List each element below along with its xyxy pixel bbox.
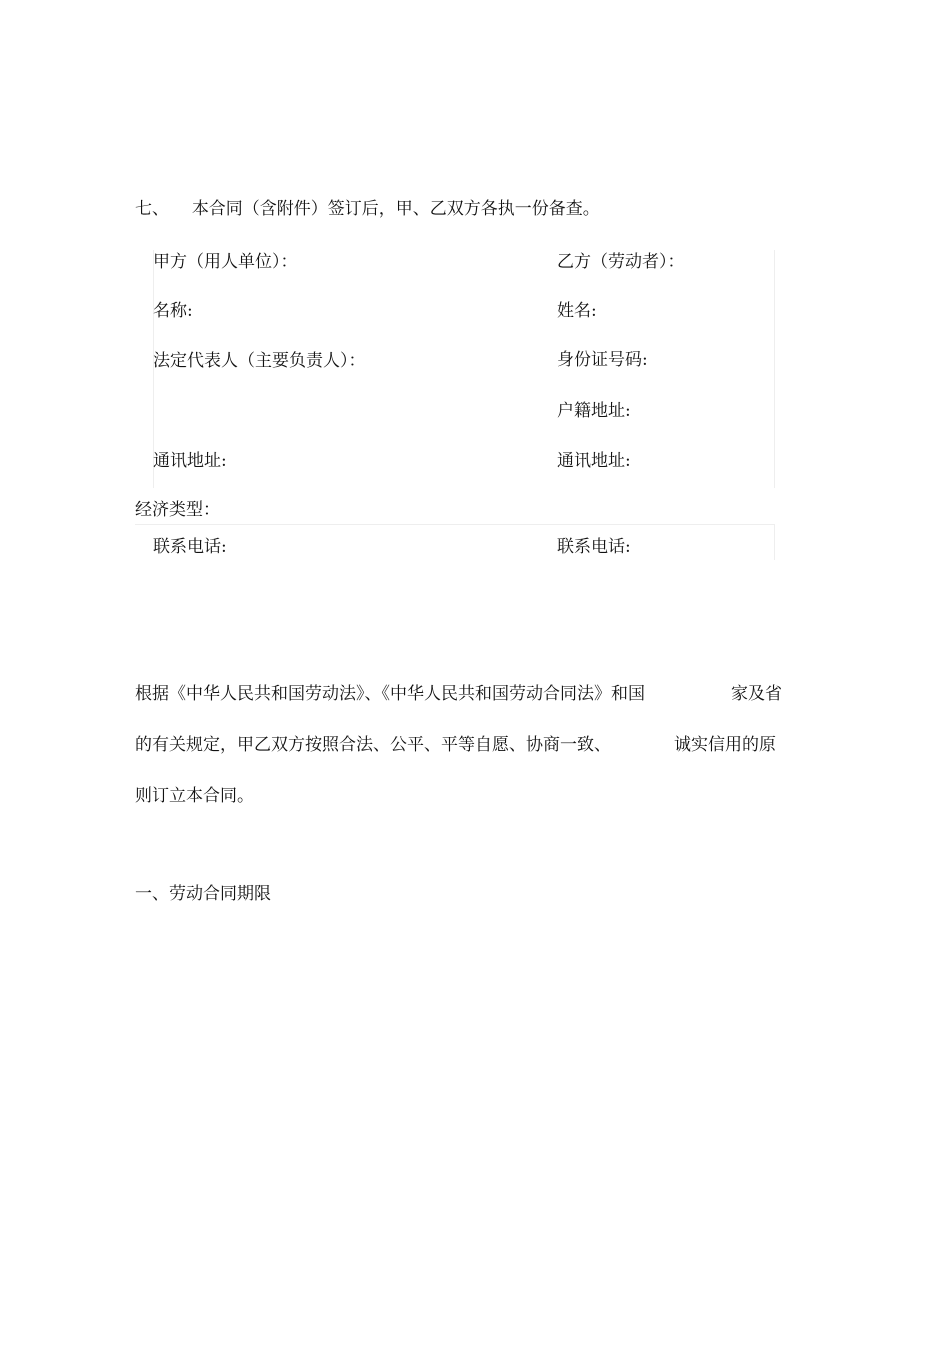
table-border-right <box>774 250 775 488</box>
clause-text: 本合同（含附件）签订后，甲、乙双方各执一份备查。 <box>191 199 600 219</box>
party-b-heading: 乙方（劳动者）： <box>557 252 685 272</box>
party-a-name-label: 名称: <box>153 301 193 321</box>
party-b-address-label: 通讯地址: <box>557 451 631 471</box>
party-b-phone-label: 联系电话: <box>557 537 631 557</box>
party-a-phone-label: 联系电话: <box>153 537 227 557</box>
economic-type-label: 经济类型： <box>135 500 220 520</box>
party-b-name-label: 姓名: <box>557 301 597 321</box>
section-one-heading: 一、劳动合同期限 <box>135 884 271 904</box>
party-b-id-label: 身份证号码: <box>557 350 648 370</box>
preamble-line-1-left: 根据《中华人民共和国劳动法》、《中华人民共和国劳动合同法》和国 <box>135 684 645 704</box>
clause-seven <box>135 198 600 220</box>
party-a-legal-rep-label: 法定代表人（主要负责人）： <box>153 351 366 371</box>
clause-number: 七、 <box>135 199 169 219</box>
preamble-line-3: 则订立本合同。 <box>135 786 254 806</box>
table-border-row <box>135 524 775 525</box>
party-b-household-label: 户籍地址: <box>557 401 631 421</box>
party-a-heading: 甲方（用人单位）： <box>153 252 298 272</box>
party-a-address-label: 通讯地址: <box>153 451 227 471</box>
preamble-line-2-right: 诚实信用的原 <box>674 735 776 755</box>
preamble-line-2-left: 的有关规定，甲乙双方按照合法、公平、平等自愿、协商一致、 <box>135 735 611 755</box>
preamble-line-1-right: 家及省 <box>731 684 782 704</box>
table-border-right-lower <box>774 524 775 560</box>
